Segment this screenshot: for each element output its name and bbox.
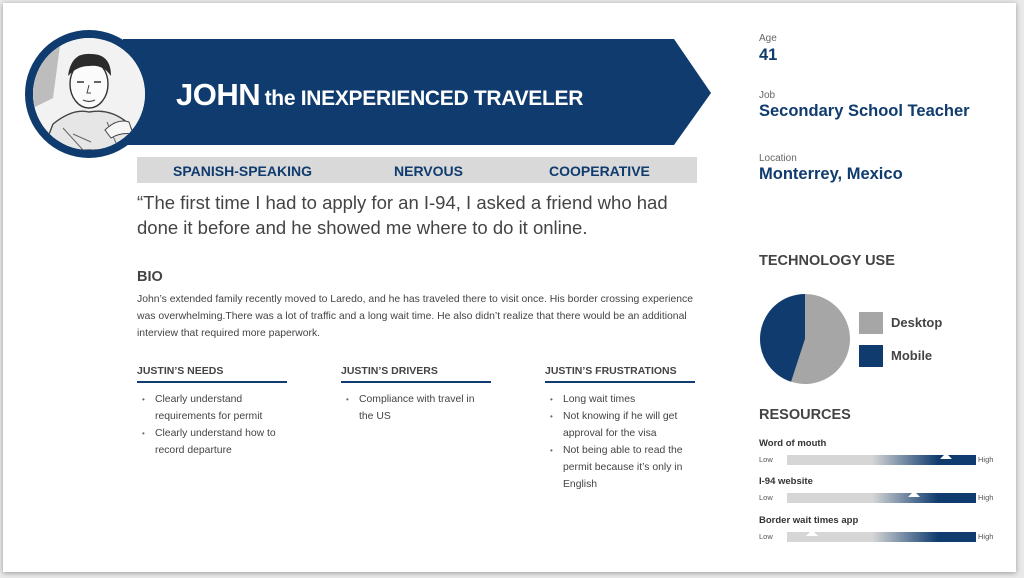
trait-spanish-speaking: SPANISH-SPEAKING bbox=[173, 163, 312, 179]
resource-name: Word of mouth bbox=[759, 438, 827, 449]
needs-item: • Clearly understand requirements for permit bbox=[137, 391, 287, 425]
resources-heading: RESOURCES bbox=[759, 407, 851, 423]
trait-cooperative: COOPERATIVE bbox=[549, 163, 650, 179]
bio-text: John’s extended family recently moved to Laredo, and he has traveled there to visit once. His border crossing experience was overwhelming.There was a lot of traffic and a long wait time. He also didn’t realize that there would be an additional interview that required more paperwork. bbox=[137, 294, 694, 339]
legend-label-desktop: Desktop bbox=[891, 315, 943, 330]
avatar-portrait bbox=[33, 38, 145, 150]
persona-title bbox=[176, 77, 583, 113]
avatar bbox=[25, 30, 153, 158]
legend-swatch-mobile bbox=[859, 345, 883, 367]
resource-scale bbox=[759, 530, 999, 544]
frustrations-heading: JUSTIN’S FRUSTRATIONS bbox=[545, 365, 695, 383]
location-label: Location bbox=[759, 153, 797, 164]
resource-scale bbox=[759, 453, 999, 467]
technology-heading: TECHNOLOGY USE bbox=[759, 253, 895, 269]
legend-label-mobile: Mobile bbox=[891, 348, 933, 363]
resource-level-marker bbox=[940, 453, 952, 459]
drivers-item: • Compliance with travel in the US bbox=[341, 391, 491, 425]
resource-level-marker bbox=[908, 491, 920, 497]
frustrations-item: • Not being able to read the permit because it’s only in English bbox=[545, 442, 695, 493]
resource-level-marker bbox=[806, 530, 818, 536]
resource-bar bbox=[787, 493, 976, 503]
resource-scale bbox=[759, 491, 999, 505]
traits-bar bbox=[137, 157, 697, 183]
persona-subtitle: the INEXPERIENCED TRAVELER bbox=[264, 87, 584, 110]
resource-word-of-mouth bbox=[759, 438, 999, 467]
resource-i94-website bbox=[759, 476, 999, 505]
legend-swatch-desktop bbox=[859, 312, 883, 334]
scale-high-label: High bbox=[978, 493, 994, 502]
scale-low-label: Low bbox=[759, 532, 773, 541]
person-sketch-icon bbox=[33, 38, 145, 150]
scale-low-label: Low bbox=[759, 455, 773, 464]
trait-nervous: NERVOUS bbox=[394, 163, 463, 179]
resource-name: I-94 website bbox=[759, 476, 813, 487]
frustrations-item: • Long wait times bbox=[545, 391, 695, 408]
persona-quote: “The first time I had to apply for an I-94, I asked a friend who had done it before and he showed me where to do it online. bbox=[137, 192, 668, 238]
needs-item: • Clearly understand how to record departure bbox=[137, 425, 287, 459]
frustrations-item: • Not knowing if he will get approval for the visa bbox=[545, 408, 695, 442]
scale-low-label: Low bbox=[759, 493, 773, 502]
age-label: Age bbox=[759, 33, 777, 44]
frustrations-column bbox=[545, 365, 695, 493]
scale-high-label: High bbox=[978, 455, 994, 464]
needs-heading: JUSTIN’S NEEDS bbox=[137, 365, 287, 383]
needs-column bbox=[137, 365, 287, 459]
resource-bar bbox=[787, 532, 976, 542]
resource-border-wait-times-app bbox=[759, 515, 999, 544]
job-value: Secondary School Teacher bbox=[759, 102, 970, 120]
persona-name: JOHN bbox=[176, 77, 261, 112]
drivers-heading: JUSTIN’S DRIVERS bbox=[341, 365, 491, 383]
location-value: Monterrey, Mexico bbox=[759, 165, 903, 183]
persona-card bbox=[3, 3, 1016, 572]
age-value: 41 bbox=[759, 46, 778, 64]
resource-bar bbox=[787, 455, 976, 465]
resource-name: Border wait times app bbox=[759, 515, 859, 526]
scale-high-label: High bbox=[978, 532, 994, 541]
bio-heading: BIO bbox=[137, 269, 163, 285]
job-label: Job bbox=[759, 90, 776, 101]
technology-pie-chart bbox=[759, 293, 851, 385]
drivers-column bbox=[341, 365, 491, 425]
